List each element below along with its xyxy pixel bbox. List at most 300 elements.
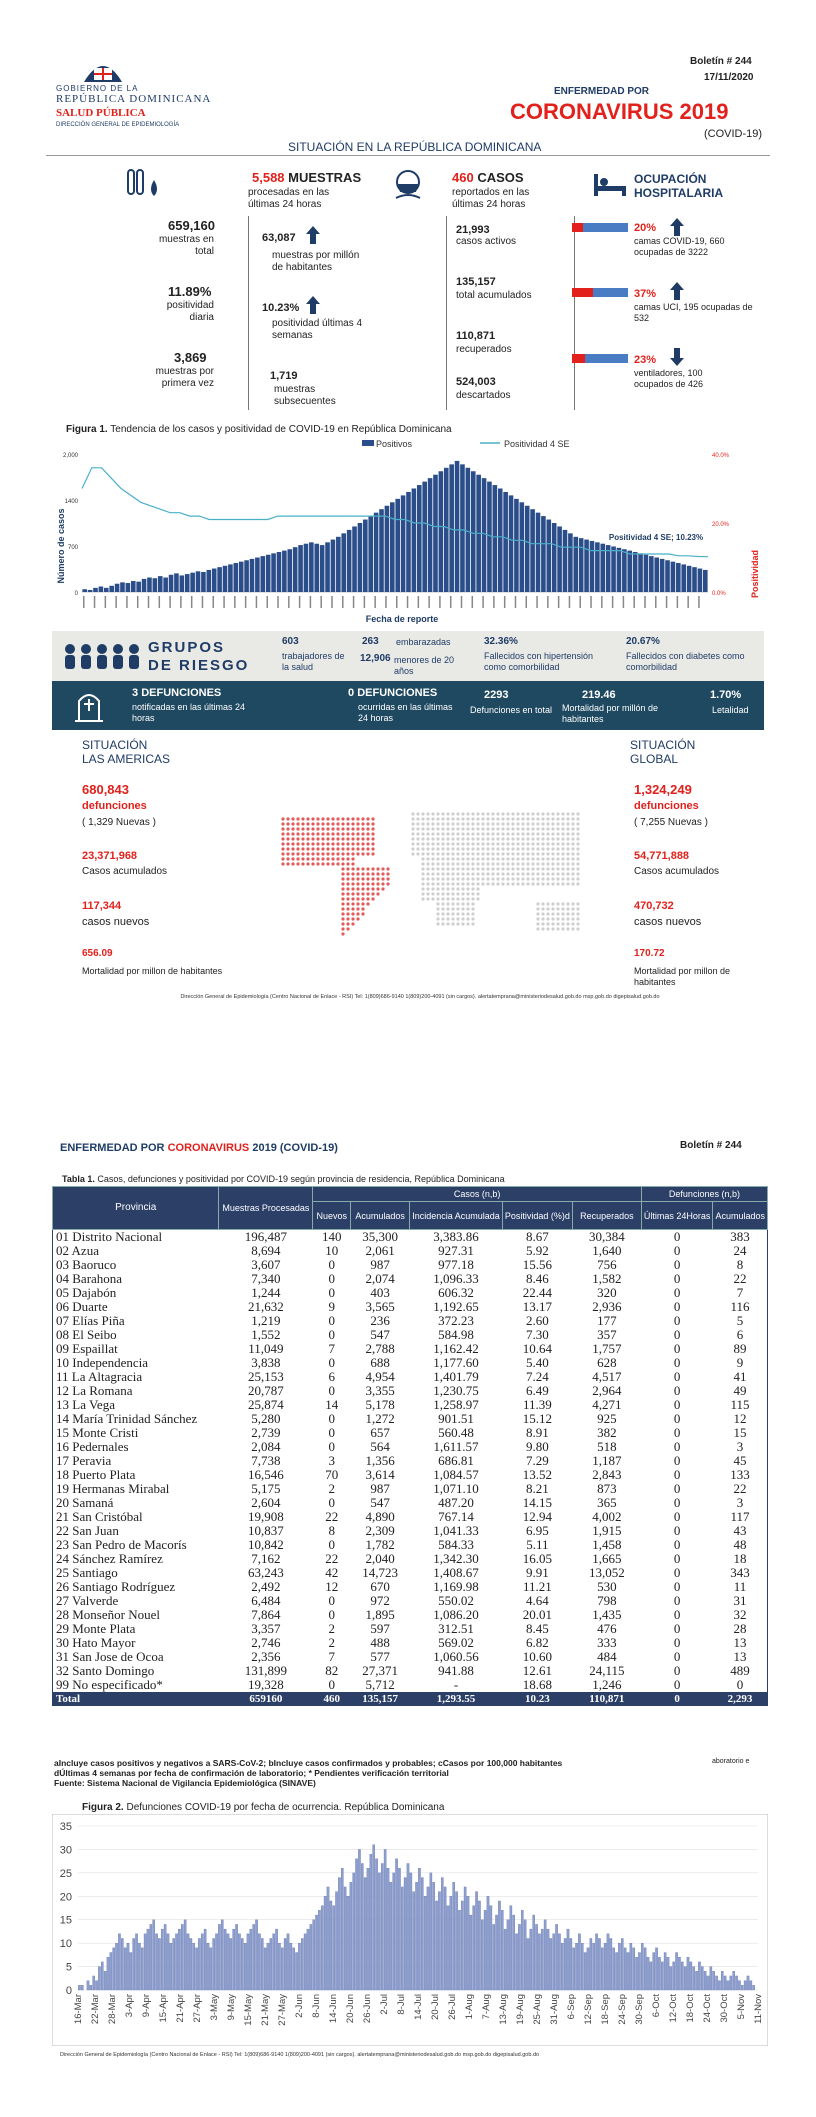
map-dot bbox=[561, 857, 564, 860]
map-dot bbox=[451, 882, 454, 885]
deaths-bar bbox=[710, 1967, 712, 1990]
x-tick-mark bbox=[536, 596, 538, 608]
table-cell: 2,739 bbox=[251, 1425, 281, 1440]
map-dot bbox=[311, 847, 314, 850]
map-dot bbox=[421, 852, 424, 855]
map-dot bbox=[461, 912, 464, 915]
risk-title-1: GRUPOS bbox=[148, 639, 226, 656]
hospital-desc-vent: ventiladores, 100 ocupados de 426 bbox=[634, 368, 704, 389]
map-dot bbox=[551, 812, 554, 815]
positivos-bar bbox=[444, 468, 449, 592]
map-dot bbox=[341, 837, 344, 840]
positivos-bar bbox=[654, 558, 659, 593]
map-dot bbox=[461, 882, 464, 885]
x-tick-mark bbox=[644, 596, 646, 608]
map-dot bbox=[571, 867, 574, 870]
map-dot bbox=[491, 882, 494, 885]
x-tick-mark bbox=[148, 596, 150, 608]
positivos-bar bbox=[627, 551, 632, 592]
map-dot bbox=[491, 862, 494, 865]
deaths-bar bbox=[95, 1981, 97, 1990]
table-cell: 1,244 bbox=[251, 1285, 281, 1300]
map-dot bbox=[316, 822, 319, 825]
map-dot bbox=[301, 852, 304, 855]
map-dot bbox=[571, 882, 574, 885]
map-dot bbox=[531, 852, 534, 855]
map-dot bbox=[441, 892, 444, 895]
map-dot bbox=[346, 822, 349, 825]
province-name-cell: 08 El Seibo bbox=[53, 1328, 219, 1342]
x-tick-mark bbox=[590, 596, 592, 608]
map-dot bbox=[341, 912, 344, 915]
map-dot bbox=[436, 912, 439, 915]
map-dot bbox=[351, 912, 354, 915]
positivos-bar bbox=[703, 570, 708, 592]
map-dot bbox=[556, 902, 559, 905]
table-cell: 25,153 bbox=[248, 1369, 284, 1384]
deaths-bar bbox=[287, 1934, 289, 1990]
deaths-bar bbox=[110, 1953, 112, 1990]
map-dot bbox=[411, 832, 414, 835]
hospital-desc-covid: camas COVID-19, 660 ocupadas de 3222 bbox=[634, 236, 725, 257]
table-cell: 3,607 bbox=[251, 1257, 281, 1272]
map-dot bbox=[556, 927, 559, 930]
map-dot bbox=[341, 907, 344, 910]
map-dot bbox=[541, 822, 544, 825]
map-dot bbox=[461, 892, 464, 895]
x-tick-label: 18-Sep bbox=[600, 1994, 611, 2025]
map-dot bbox=[576, 882, 579, 885]
map-dot bbox=[441, 862, 444, 865]
map-dot bbox=[436, 812, 439, 815]
positivos-bar bbox=[552, 523, 557, 592]
y-tick-label: 1400 bbox=[64, 499, 78, 505]
map-dot bbox=[536, 852, 539, 855]
map-dot bbox=[516, 832, 519, 835]
positivos-bar bbox=[234, 563, 239, 592]
x-tick-mark bbox=[223, 596, 225, 608]
table-cell: 1,071.10 bbox=[433, 1481, 479, 1496]
map-dot bbox=[416, 822, 419, 825]
deaths-bar bbox=[567, 1929, 569, 1990]
map-dot bbox=[371, 872, 374, 875]
map-dot bbox=[486, 817, 489, 820]
map-dot bbox=[551, 902, 554, 905]
positivos-bar bbox=[142, 579, 147, 592]
deaths-bar bbox=[444, 1887, 446, 1990]
map-dot bbox=[346, 897, 349, 900]
map-dot bbox=[561, 822, 564, 825]
positivos-bar bbox=[687, 566, 692, 592]
map-dot bbox=[476, 872, 479, 875]
map-dot bbox=[456, 907, 459, 910]
deaths-bar bbox=[321, 1906, 323, 1990]
deaths-bar bbox=[201, 1934, 203, 1990]
table-cell: 577 bbox=[370, 1649, 390, 1664]
table-cell: 24,115 bbox=[589, 1663, 625, 1678]
map-dot bbox=[306, 862, 309, 865]
map-dot bbox=[346, 837, 349, 840]
deaths-bar bbox=[573, 1948, 575, 1990]
map-dot bbox=[576, 812, 579, 815]
x-tick-label: 9-Apr bbox=[141, 1994, 152, 2018]
map-dot bbox=[561, 872, 564, 875]
positivos-bar bbox=[287, 549, 292, 592]
header-cases-group: Casos (n,b) bbox=[313, 1187, 642, 1202]
diabetes-value: 20.67% bbox=[626, 636, 660, 647]
table-cell: 5,280 bbox=[251, 1411, 281, 1426]
up-arrow-icon bbox=[670, 282, 684, 300]
map-dot bbox=[341, 922, 344, 925]
x-tick-mark bbox=[623, 596, 625, 608]
map-dot bbox=[441, 907, 444, 910]
map-dot bbox=[571, 837, 574, 840]
table-cell: 49 bbox=[713, 1384, 768, 1398]
map-dot bbox=[436, 817, 439, 820]
map-dot bbox=[541, 927, 544, 930]
deaths-bar bbox=[241, 1938, 243, 1990]
x-tick-label: 18-Oct bbox=[685, 1994, 696, 2023]
deaths-bar bbox=[598, 1938, 600, 1990]
positivos-bar bbox=[336, 537, 341, 592]
global-deaths-label: defunciones bbox=[634, 800, 699, 812]
hospital-bar-icu bbox=[572, 288, 628, 297]
table-cell: 901.51 bbox=[438, 1411, 474, 1426]
map-dot bbox=[416, 817, 419, 820]
discarded-value: 524,003 bbox=[456, 376, 496, 388]
map-dot bbox=[366, 892, 369, 895]
positivos-bar bbox=[638, 553, 643, 592]
positivos-bar bbox=[131, 581, 136, 592]
map-dot bbox=[501, 822, 504, 825]
map-dot bbox=[281, 837, 284, 840]
map-dot bbox=[366, 897, 369, 900]
province-name-cell: 31 San Jose de Ocoa bbox=[53, 1650, 219, 1664]
x-tick-label: 31-Aug bbox=[549, 1994, 560, 2025]
map-dot bbox=[566, 912, 569, 915]
deaths-bar bbox=[344, 1887, 346, 1990]
map-dot bbox=[316, 862, 319, 865]
map-dot bbox=[411, 842, 414, 845]
table-cell: 6.95 bbox=[525, 1523, 549, 1538]
map-dot bbox=[336, 822, 339, 825]
province-name-cell: 01 Distrito Nacional bbox=[53, 1230, 219, 1245]
province-name-cell: 04 Barahona bbox=[53, 1272, 219, 1286]
deaths-bar bbox=[230, 1938, 232, 1990]
logo-line-3: SALUD PÚBLICA bbox=[56, 107, 146, 119]
map-dot bbox=[516, 817, 519, 820]
positivos-bar bbox=[681, 564, 686, 592]
table-cell: 30,384 bbox=[588, 1229, 625, 1244]
map-dot bbox=[531, 822, 534, 825]
map-dot bbox=[541, 812, 544, 815]
map-dot bbox=[451, 862, 454, 865]
map-dot bbox=[456, 852, 459, 855]
table-cell: 116 bbox=[713, 1300, 768, 1314]
table-cell: - bbox=[453, 1677, 459, 1692]
map-dot bbox=[381, 877, 384, 880]
table-row bbox=[53, 1510, 768, 1524]
deaths-bar bbox=[324, 1896, 326, 1990]
table-cell: 0 bbox=[673, 1313, 681, 1328]
global-new-value: 470,732 bbox=[634, 900, 674, 912]
map-dot bbox=[441, 812, 444, 815]
table-cell: 27,371 bbox=[362, 1663, 399, 1678]
table-cell: 22 bbox=[713, 1482, 768, 1496]
positivos-bar bbox=[99, 586, 104, 592]
subsequent-value: 1,719 bbox=[270, 370, 298, 382]
map-dot bbox=[341, 887, 344, 890]
deaths-bar bbox=[707, 1976, 709, 1990]
map-dot bbox=[486, 842, 489, 845]
deaths-bar bbox=[404, 1878, 406, 1990]
x-tick-label: 3-May bbox=[209, 1994, 220, 2021]
map-dot bbox=[361, 822, 364, 825]
map-dot bbox=[536, 912, 539, 915]
map-dot bbox=[466, 847, 469, 850]
map-dot bbox=[481, 872, 484, 875]
deaths-bar bbox=[364, 1878, 366, 1990]
world-map bbox=[262, 808, 612, 948]
map-dot bbox=[421, 822, 424, 825]
table-cell: 0 bbox=[328, 1607, 335, 1622]
map-dot bbox=[551, 822, 554, 825]
map-dot bbox=[316, 847, 319, 850]
deaths-bar bbox=[750, 1981, 752, 1990]
total-cell: 659160 bbox=[219, 1692, 313, 1706]
deaths-bar bbox=[701, 1967, 703, 1990]
map-dot bbox=[456, 887, 459, 890]
map-dot bbox=[426, 852, 429, 855]
map-dot bbox=[481, 847, 484, 850]
table-cell: 22.44 bbox=[522, 1285, 552, 1300]
table-row bbox=[53, 1440, 768, 1454]
table-cell: 1,665 bbox=[592, 1551, 622, 1566]
province-name-cell: 28 Monseñor Nouel bbox=[53, 1608, 219, 1622]
x-tick-mark bbox=[655, 596, 657, 608]
map-dot bbox=[491, 837, 494, 840]
province-name-cell: 27 Valverde bbox=[53, 1594, 219, 1608]
map-dot bbox=[561, 902, 564, 905]
map-dot bbox=[456, 902, 459, 905]
map-dot bbox=[576, 837, 579, 840]
deaths-bar bbox=[355, 1859, 357, 1990]
deaths-bar bbox=[258, 1934, 260, 1990]
province-name-cell: 17 Peravia bbox=[53, 1454, 219, 1468]
deaths-bar bbox=[504, 1929, 506, 1990]
table-cell: 28 bbox=[713, 1622, 768, 1636]
x-tick-label: 25-Aug bbox=[532, 1994, 543, 2025]
map-dot bbox=[346, 902, 349, 905]
map-dot bbox=[351, 857, 354, 860]
map-dot bbox=[461, 842, 464, 845]
table-cell: 0 bbox=[673, 1481, 681, 1496]
map-dot bbox=[496, 817, 499, 820]
map-dot bbox=[451, 852, 454, 855]
map-dot bbox=[486, 832, 489, 835]
tests-headline-desc: procesadas en las últimas 24 horas bbox=[248, 187, 330, 210]
map-dot bbox=[421, 882, 424, 885]
hospital-pct-vent: 23% bbox=[634, 354, 657, 366]
deaths-bar bbox=[133, 1938, 135, 1990]
map-dot bbox=[541, 852, 544, 855]
map-dot bbox=[446, 902, 449, 905]
deaths-bar bbox=[267, 1943, 269, 1990]
table-cell: 1,084.57 bbox=[433, 1467, 479, 1482]
map-dot bbox=[446, 882, 449, 885]
deaths-bar bbox=[681, 1962, 683, 1990]
map-dot bbox=[356, 892, 359, 895]
deaths-bar bbox=[155, 1934, 157, 1990]
map-dot bbox=[471, 827, 474, 830]
legend-bar-label: Positivos bbox=[376, 439, 413, 449]
table-cell: 0 bbox=[673, 1523, 681, 1538]
table-cell: 606.32 bbox=[438, 1285, 474, 1300]
map-dot bbox=[321, 822, 324, 825]
map-dot bbox=[481, 812, 484, 815]
deaths-bar bbox=[107, 1957, 109, 1990]
deaths-bar bbox=[338, 1878, 340, 1990]
accum-value: 135,157 bbox=[456, 276, 496, 288]
map-dot bbox=[566, 832, 569, 835]
deaths-bar bbox=[190, 1938, 192, 1990]
table-row bbox=[53, 1580, 768, 1594]
map-dot bbox=[496, 882, 499, 885]
map-dot bbox=[471, 887, 474, 890]
map-dot bbox=[291, 827, 294, 830]
table-cell: 0 bbox=[673, 1369, 681, 1384]
positivos-bar bbox=[482, 478, 487, 592]
positivos-bar bbox=[579, 538, 584, 592]
table-cell: 0 bbox=[673, 1607, 681, 1622]
table-cell: 2 bbox=[328, 1481, 335, 1496]
table-cell: 7,340 bbox=[251, 1271, 281, 1286]
province-name-cell: 12 La Romana bbox=[53, 1384, 219, 1398]
table-cell: 18 bbox=[713, 1552, 768, 1566]
deaths-bar bbox=[441, 1878, 443, 1990]
map-dot bbox=[371, 852, 374, 855]
table-cell: 8.45 bbox=[525, 1621, 549, 1636]
map-dot bbox=[511, 882, 514, 885]
map-dot bbox=[506, 872, 509, 875]
map-dot bbox=[566, 857, 569, 860]
map-dot bbox=[546, 907, 549, 910]
table-caption-bold: Tabla 1. bbox=[62, 1174, 95, 1184]
y-tick-label: 35 bbox=[59, 1821, 72, 1833]
map-dot bbox=[451, 827, 454, 830]
x-tick-mark bbox=[601, 596, 603, 608]
table-row bbox=[53, 1314, 768, 1328]
x-tick-mark bbox=[83, 596, 85, 608]
map-dot bbox=[521, 832, 524, 835]
map-dot bbox=[481, 852, 484, 855]
map-dot bbox=[451, 902, 454, 905]
map-dot bbox=[566, 827, 569, 830]
map-dot bbox=[356, 897, 359, 900]
map-dot bbox=[286, 827, 289, 830]
header-kicker: ENFERMEDAD POR bbox=[554, 86, 650, 97]
map-dot bbox=[466, 907, 469, 910]
deaths-bar bbox=[593, 1943, 595, 1990]
positivos-bar bbox=[439, 471, 444, 592]
table-cell: 0 bbox=[673, 1635, 681, 1650]
table-cell: 1,782 bbox=[365, 1537, 395, 1552]
map-dot bbox=[431, 882, 434, 885]
map-dot bbox=[471, 897, 474, 900]
deaths-bar bbox=[673, 1962, 675, 1990]
map-dot bbox=[371, 867, 374, 870]
header-last24: Últimas 24Horas bbox=[641, 1202, 713, 1230]
map-dot bbox=[371, 837, 374, 840]
table-cell: 19,908 bbox=[248, 1509, 284, 1524]
map-dot bbox=[351, 837, 354, 840]
deaths-bar bbox=[247, 1934, 249, 1990]
map-dot bbox=[546, 842, 549, 845]
deaths-bar bbox=[293, 1948, 295, 1990]
deaths-bar bbox=[101, 1962, 103, 1990]
americas-deaths-value: 680,843 bbox=[82, 782, 129, 797]
map-dot bbox=[411, 827, 414, 830]
map-dot bbox=[556, 832, 559, 835]
map-dot bbox=[361, 912, 364, 915]
deaths-bar bbox=[524, 1920, 526, 1990]
deaths-bar bbox=[335, 1892, 337, 1990]
x-tick-label: 8-Jun bbox=[311, 1994, 322, 2018]
map-dot bbox=[566, 877, 569, 880]
table-cell: 372.23 bbox=[438, 1313, 474, 1328]
map-dot bbox=[546, 812, 549, 815]
map-dot bbox=[381, 872, 384, 875]
x-tick-label: 27-Apr bbox=[192, 1994, 203, 2023]
map-dot bbox=[431, 852, 434, 855]
deaths-occurred-value: 0 bbox=[348, 687, 355, 699]
table-cell: 1,640 bbox=[592, 1243, 622, 1258]
x-tick-mark bbox=[191, 596, 193, 608]
x-tick-mark bbox=[504, 596, 506, 608]
y-tick-label: 0 bbox=[65, 1985, 72, 1997]
x-tick-mark bbox=[94, 596, 96, 608]
table-cell: 5.92 bbox=[525, 1243, 549, 1258]
map-dot bbox=[441, 872, 444, 875]
deaths-bar bbox=[595, 1934, 597, 1990]
table-cell: 873 bbox=[597, 1481, 617, 1496]
map-dot bbox=[576, 927, 579, 930]
positivos-bar bbox=[692, 567, 697, 592]
table-cell: 14.15 bbox=[522, 1495, 552, 1510]
map-dot bbox=[306, 847, 309, 850]
map-dot bbox=[351, 877, 354, 880]
map-dot bbox=[456, 922, 459, 925]
map-dot bbox=[431, 847, 434, 850]
map-dot bbox=[501, 817, 504, 820]
page2-title-red: CORONAVIRUS bbox=[167, 1142, 250, 1154]
map-dot bbox=[511, 867, 514, 870]
footer-page2: Dirección General de Epidemiología (Centro Nacional de Enlace - RSI) Tel: 1(809)686-9140 1(809)200-4091 (sin cargos). alertatemprana@ministeriodesalud.gob.do msp.gob.do digepisalud.gob.do bbox=[60, 2052, 540, 2058]
x-tick-mark bbox=[482, 596, 484, 608]
map-dot bbox=[556, 842, 559, 845]
map-dot bbox=[541, 902, 544, 905]
map-dot bbox=[306, 852, 309, 855]
map-dot bbox=[431, 812, 434, 815]
map-dot bbox=[546, 867, 549, 870]
table-cell: 133 bbox=[713, 1468, 768, 1482]
map-dot bbox=[531, 867, 534, 870]
map-dot bbox=[506, 852, 509, 855]
deaths-bar bbox=[693, 1967, 695, 1990]
map-dot bbox=[341, 822, 344, 825]
table-row bbox=[53, 1412, 768, 1426]
map-dot bbox=[341, 857, 344, 860]
